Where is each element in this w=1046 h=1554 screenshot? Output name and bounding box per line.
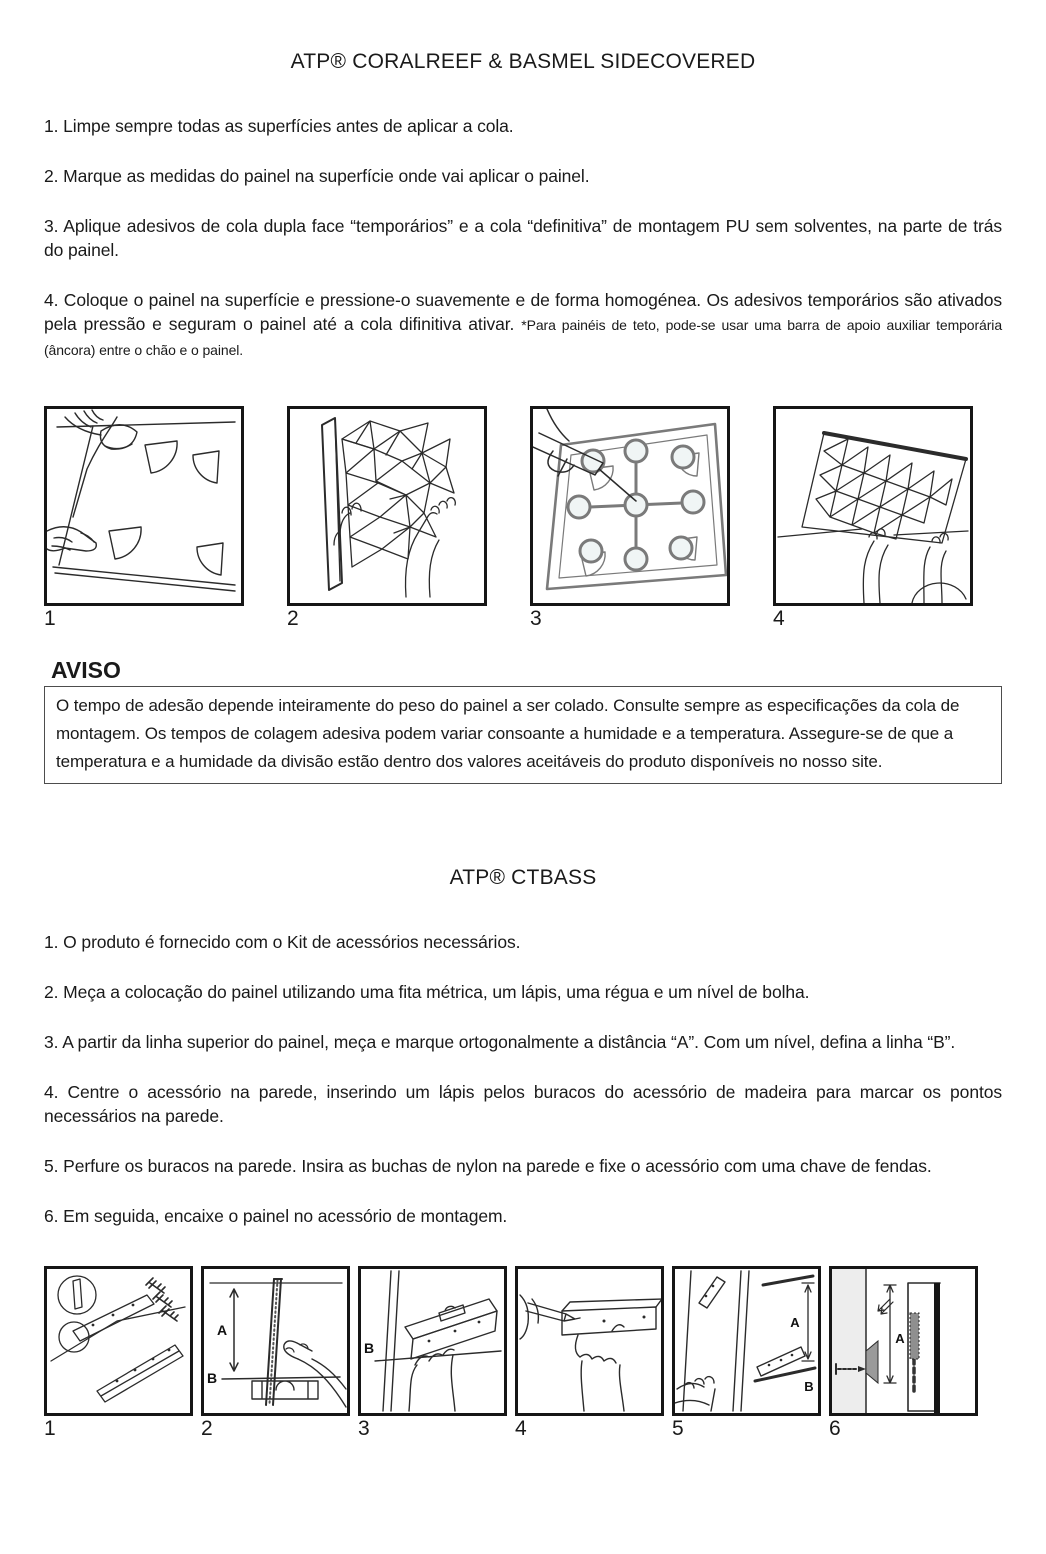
wall-section-mounting-illustration: [829, 1266, 978, 1416]
section2-step-3: 3. A partir da linha superior do painel, meça e marque ortogonalmente a distância “A”. Com um nível, defina a linha “B”.: [44, 1032, 956, 1052]
figure-number: 3: [530, 607, 542, 630]
section2-step-4: 4. Centre o acessório na parede, inserindo um lápis pelos buracos do acessório de madeira para marcar os pontos necessários na parede.: [44, 1082, 1002, 1126]
figure-number: 6: [829, 1417, 841, 1440]
warning-heading: AVISO: [51, 657, 121, 683]
figure-level-rail: [358, 1266, 507, 1441]
label-b: B: [206, 1370, 218, 1386]
figure-clean-surface: [44, 406, 244, 631]
figure-hang-panel: [829, 1266, 978, 1441]
section1-step-1: 1. Limpe sempre todas as superfícies antes de aplicar a cola.: [44, 116, 514, 136]
section1-step-2: 2. Marque as medidas do painel na superfície onde vai aplicar o painel.: [44, 166, 590, 186]
figure-measure-distance: [201, 1266, 350, 1441]
label-b: B: [804, 1379, 814, 1394]
rail-with-level-illustration: [358, 1266, 507, 1416]
section1-figures-row: [44, 406, 1002, 631]
label-a: A: [790, 1315, 800, 1330]
figure-number: 2: [287, 607, 299, 630]
figure-number: 1: [44, 607, 56, 630]
figure-number: 1: [44, 1417, 56, 1440]
figure-number: 2: [201, 1417, 213, 1440]
section2-step-6: 6. Em seguida, encaixe o painel no acessório de montagem.: [44, 1206, 508, 1226]
pencil-marking-illustration: [515, 1266, 664, 1416]
section2-step-5: 5. Perfure os buracos na parede. Insira as buchas de nylon na parede e fixe o acessório com uma chave de fendas.: [44, 1156, 932, 1176]
section1-step-4-text: 4. Coloque o painel na superfície e pressione-o suavemente e de forma homogénea. Os adesivos temporários são ativados pela pressão e seguram o painel até a cola difinitiva ativar.: [44, 290, 1002, 334]
section1-step-4-note: *Para painéis de teto, pode-se usar uma barra de apoio auxiliar temporária (âncora) entre o chão e o painel.: [44, 317, 1003, 358]
figure-panel-back: [287, 406, 487, 631]
section1-step-3: 3. Aplique adesivos de cola dupla face “temporários” e a cola “definitiva” de montagem PU sem solventes, na parte de trás do painel.: [44, 216, 1002, 260]
figure-press-panel: [773, 406, 973, 631]
figure-number: 3: [358, 1417, 370, 1440]
label-b: B: [363, 1340, 375, 1356]
section1-step-4: [44, 288, 1002, 362]
glue-application-illustration: [530, 406, 730, 606]
label-a: A: [895, 1331, 905, 1346]
figure-apply-glue: [530, 406, 730, 631]
figure-number: 4: [773, 607, 785, 630]
warning-text: O tempo de adesão depende inteiramente do peso do painel a ser colado. Consulte sempre as especificações da cola de montagem. Os tempos de colagem adesiva podem variar consoante a humidade e a temperatura. Assegure-se de que a temperatura e a humidade da divisão estão dentro dos valores aceitáveis do produto disponíveis no nosso site.: [56, 696, 960, 771]
figure-number: 4: [515, 1417, 527, 1440]
figure-accessory-kit: [44, 1266, 193, 1441]
section2-title: ATP® CTBASS: [449, 866, 597, 889]
accessory-kit-illustration: [44, 1266, 193, 1416]
section2-figures-row: [44, 1266, 1002, 1441]
label-a: A: [216, 1322, 228, 1338]
figure-mark-holes: [515, 1266, 664, 1441]
section1-title: ATP® CORALREEF & BASMEL SIDECOVERED: [290, 50, 756, 73]
figure-rails-on-panel: [672, 1266, 821, 1441]
clean-surface-illustration: [44, 406, 244, 606]
figure-number: 5: [672, 1417, 684, 1440]
measuring-tape-illustration: [201, 1266, 350, 1416]
section2-step-1: 1. O produto é fornecido com o Kit de acessórios necessários.: [44, 932, 521, 952]
press-panel-illustration: [773, 406, 973, 606]
section2-step-2: 2. Meça a colocação do painel utilizando uma fita métrica, um lápis, uma régua e um nível de bolha.: [44, 982, 810, 1002]
warning-box: [44, 686, 1002, 784]
textured-panel-illustration: [287, 406, 487, 606]
panel-rails-distance-illustration: [672, 1266, 821, 1416]
